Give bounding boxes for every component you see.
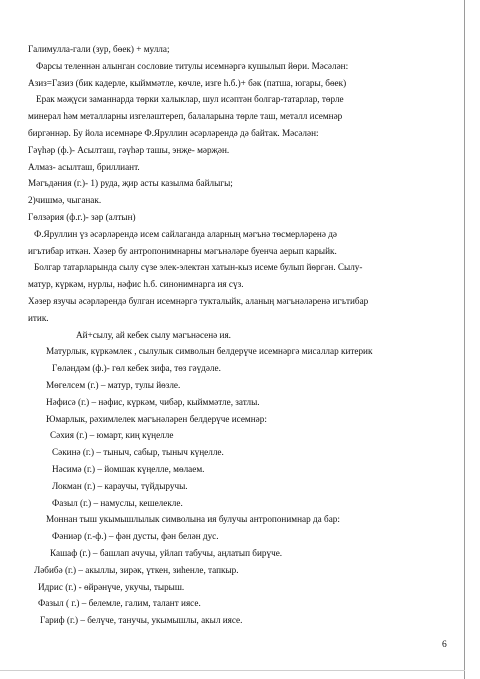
text-line: биргәннәр. Бу йола исемнәре Ф.Яруллин әсәрләрендә дә байтак. Мәсәлән: bbox=[28, 128, 319, 138]
text-line: Моннан тыш укымышлылык символына ия булучы антропонимнар да бар: bbox=[46, 514, 340, 525]
text-line: Ф.Яруллин үз әсәрләрендә исем сайлаганда аларның мәгънә төсмерләренә дә bbox=[34, 228, 337, 239]
text-line: Галимулла-гали (зур, бөек) + мулла; bbox=[28, 44, 170, 54]
text-line: Ай+сылу, ай кебек сылу мәгънәсенә ия. bbox=[76, 329, 231, 340]
text-line: Фарсы теленнән алынган сословие титулы исемнәргә кушылып йөри. Мәсәлән: bbox=[36, 60, 349, 71]
text-line: Сәкинә (г.) – тыныч, сабыр, тыныч күңелле. bbox=[52, 447, 224, 458]
text-line: Гөләндәм (ф.)- гөл кебек зифа, төз гәүдәле. bbox=[52, 363, 221, 374]
text-line: Хәзер язучы әсәрләрендә булган исемнәргә тукталыйк, аланың мәгънәләренә игътибар bbox=[28, 296, 369, 306]
text-line: Локман (г.) – караучы, түйдыручы. bbox=[52, 480, 188, 491]
text-line: Нәсимә (г.) – йомшак күңелле, мөлаем. bbox=[52, 464, 205, 474]
text-line: Матурлык, күркәмлек , сылулык символын белдерүче исемнәргә мисаллар китерик bbox=[46, 346, 373, 357]
text-line: Юмарлык, рәхимлелек мәгънәләрен белдерүче исемнәр: bbox=[46, 413, 267, 424]
text-line: Гәүһәр (ф.)- Асылташ, гәүһәр ташы, энҗе- мәрҗән. bbox=[28, 144, 230, 155]
text-line: Фәниәр (г.-ф.) – фән дусты, фән белән дус. bbox=[52, 531, 219, 542]
text-line: 2)чишмә, чыганак. bbox=[28, 195, 102, 206]
text-line: Гариф (г.) – белүче, танучы, укымышлы, акыл иясе. bbox=[40, 615, 243, 626]
text-line: Мәгъдәния (г.)- 1) руда, җир асты казылма байлыгы; bbox=[28, 178, 233, 189]
text-line: игътибар иткән. Хәзер бу антропонимнарны мәгънәләре буенча аерып карыйк. bbox=[28, 245, 337, 256]
text-line: Кашаф (г.) – башлап ачучы, уйлап табучы, аңлатып бирүче. bbox=[50, 548, 283, 558]
text-line: Нәфисә (г.) – нәфис, күркәм, чибәр, кыйммәтле, затлы. bbox=[46, 396, 260, 407]
text-line: Гөлзәрия (ф.г.)- зәр (алтын) bbox=[28, 212, 136, 222]
text-line: Фазыл ( г.) – белемле, галим, талант иясе. bbox=[38, 598, 201, 609]
text-line: матур, күркәм, нурлы, нәфис һ.б. синонимнарга ия сүз. bbox=[28, 279, 244, 290]
text-line: Сәхия (г.) – юмарт, киң күңелле bbox=[50, 430, 174, 441]
text-line: итик. bbox=[28, 312, 49, 323]
text-line: Алмаз- асылташ, бриллиант. bbox=[28, 161, 140, 172]
text-line: минерал һәм металларны изгеләштереп, балаларына төрле таш, металл исемнәр bbox=[28, 111, 343, 122]
text-line: Ләбибә (г.) – акыллы, зирәк, үткен, зиһенле, тапкыр. bbox=[34, 564, 239, 575]
text-line: Азиз=Газиз (бик кадерле, кыйммәтле, көчле, изге һ.б.)+ бәк (патша, югары, бөек) bbox=[28, 77, 347, 88]
text-line: Ерак мәҗүси заманнарда төрки халыклар, шул исәптән болгар-татарлар, төрле bbox=[36, 94, 344, 105]
page-right-edge bbox=[464, 0, 465, 679]
text-line: Фазыл (г.) – намуслы, кешелекле. bbox=[52, 497, 183, 508]
text-line: Мөгелсем (г.) – матур, тулы йөзле. bbox=[46, 380, 181, 390]
text-line: Болгар татарларында сылу сүзе элек-электән хатын-кыз исеме булып йөргән. Сылу- bbox=[34, 262, 363, 273]
page-number: 6 bbox=[442, 640, 447, 650]
text-line: Идрис (г.) - өйрәнүче, укучы, тырыш. bbox=[38, 581, 185, 592]
